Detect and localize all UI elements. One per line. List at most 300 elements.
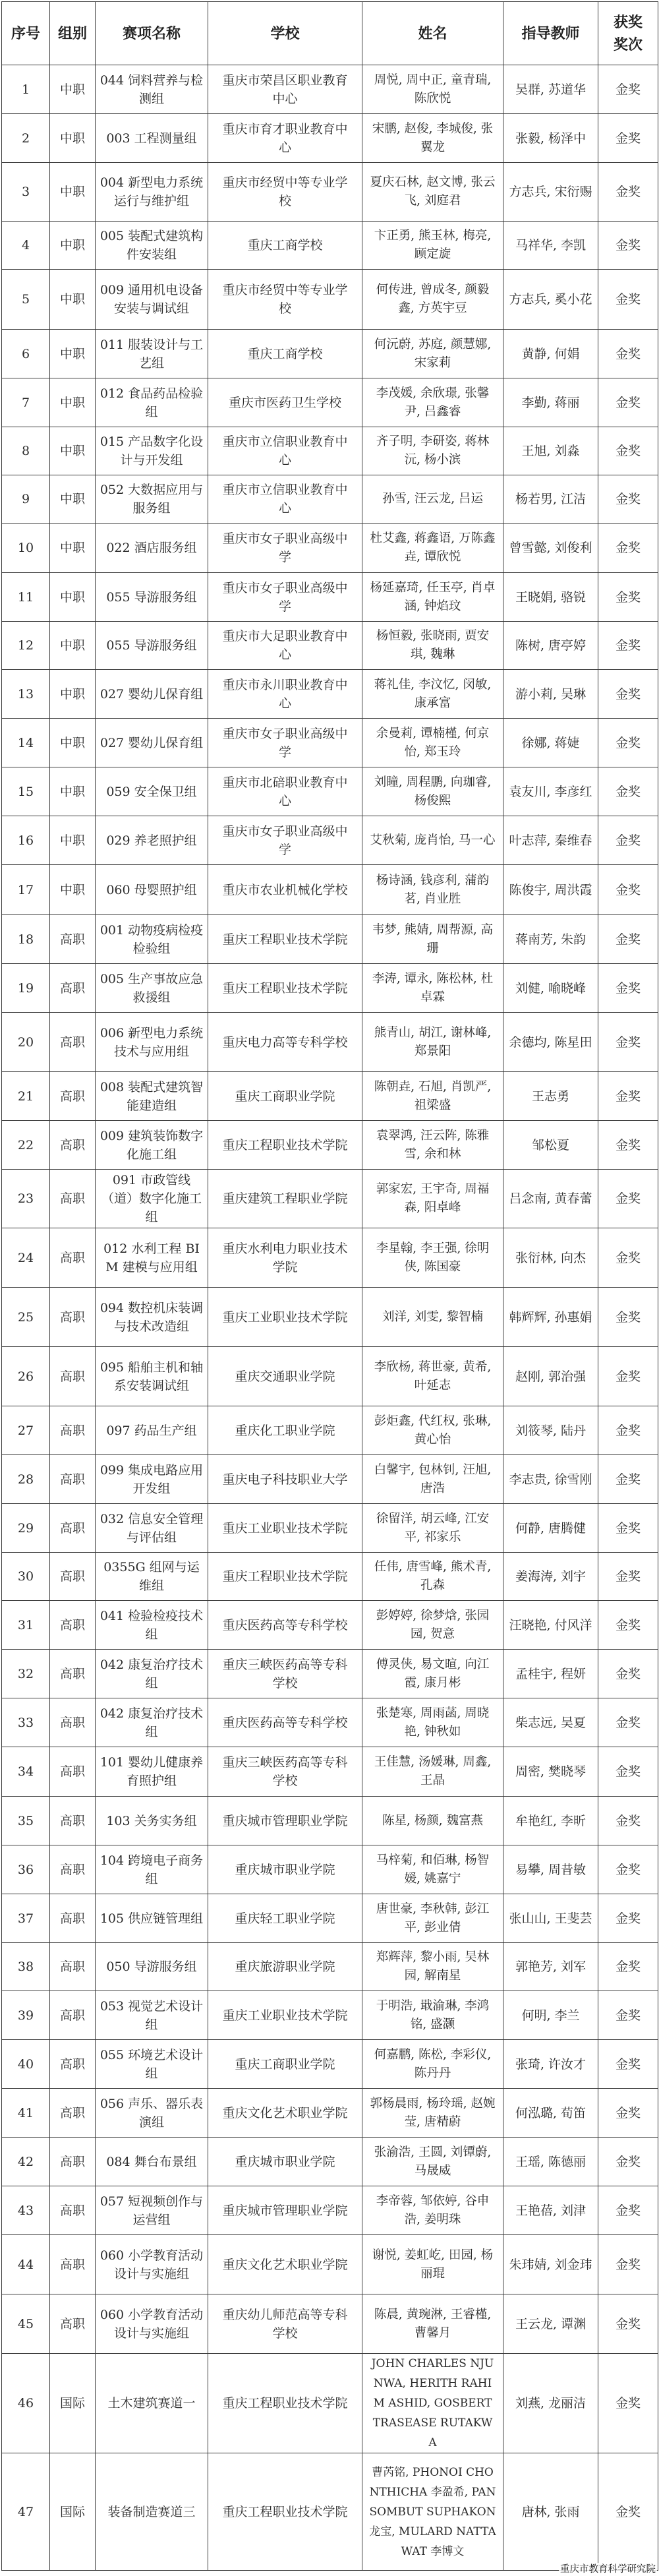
- header-school: 学校: [208, 2, 362, 65]
- cell-event: 060 小学教育活动设计与实施组: [96, 2235, 208, 2294]
- cell-index: 7: [2, 378, 50, 427]
- cell-award: 金奖: [598, 622, 658, 670]
- cell-event: 060 小学教育活动设计与实施组: [96, 2294, 208, 2354]
- cell-school: 重庆建筑工程职业学院: [208, 1170, 362, 1228]
- cell-award: 金奖: [598, 2235, 658, 2294]
- cell-event: 105 供应链管理组: [96, 1894, 208, 1943]
- cell-event: 050 导游服务组: [96, 1943, 208, 1991]
- cell-index: 36: [2, 1845, 50, 1894]
- cell-event: 056 声乐、器乐表演组: [96, 2089, 208, 2138]
- cell-group: 中职: [50, 65, 96, 114]
- cell-index: 5: [2, 270, 50, 330]
- table-row: [2, 163, 658, 222]
- cell-index: 14: [2, 719, 50, 767]
- cell-event: 095 船舶主机和轴系安装调试组: [96, 1347, 208, 1406]
- cell-names: 张楚寒, 周雨菡, 周晓艳, 钟秋如: [362, 1698, 503, 1747]
- cell-index: 23: [2, 1170, 50, 1228]
- cell-group: 高职: [50, 1072, 96, 1121]
- cell-event: 0355G 组网与运维组: [96, 1553, 208, 1601]
- cell-teachers: 邹松夏: [503, 1121, 598, 1170]
- cell-group: 高职: [50, 1601, 96, 1650]
- cell-index: 2: [2, 114, 50, 163]
- cell-school: 重庆旅游职业学院: [208, 1943, 362, 1991]
- award-table: [1, 1, 658, 2571]
- table-row: [2, 2294, 658, 2354]
- table-row: [2, 1797, 658, 1845]
- cell-group: 中职: [50, 330, 96, 378]
- table-row: [2, 2186, 658, 2235]
- cell-school: 重庆市女子职业高级中学: [208, 573, 362, 622]
- cell-teachers: 曾雪懿, 刘俊利: [503, 524, 598, 573]
- table-row: [2, 2453, 658, 2571]
- cell-event: 012 水利工程 BIM 建模与应用组: [96, 1228, 208, 1288]
- cell-award: 金奖: [598, 767, 658, 816]
- cell-names: 郑辉萍, 黎小雨, 吴林园, 解南星: [362, 1943, 503, 1991]
- cell-group: 中职: [50, 622, 96, 670]
- cell-group: 高职: [50, 1845, 96, 1894]
- cell-names: 蒋礼佳, 李汶忆, 闵敏, 康承富: [362, 670, 503, 719]
- table-row: [2, 915, 658, 964]
- cell-group: 高职: [50, 1650, 96, 1698]
- cell-award: 金奖: [598, 1170, 658, 1228]
- cell-teachers: 李志贵, 徐雪刚: [503, 1455, 598, 1504]
- cell-teachers: 吕念南, 黄春蕾: [503, 1170, 598, 1228]
- cell-award: 金奖: [598, 270, 658, 330]
- cell-index: 18: [2, 915, 50, 964]
- cell-event: 060 母婴照护组: [96, 865, 208, 915]
- cell-group: 高职: [50, 1406, 96, 1455]
- cell-award: 金奖: [598, 524, 658, 573]
- cell-award: 金奖: [598, 2294, 658, 2354]
- cell-school: 重庆工程职业技术学院: [208, 915, 362, 964]
- table-row: [2, 1747, 658, 1797]
- header-teachers: 指导教师: [503, 2, 598, 65]
- header-event: 赛项名称: [96, 2, 208, 65]
- cell-index: 34: [2, 1747, 50, 1797]
- cell-group: 高职: [50, 1013, 96, 1072]
- cell-names: 何传进, 曾成冬, 颜毅鑫, 方英宇豆: [362, 270, 503, 330]
- cell-school: 重庆工商职业学院: [208, 2040, 362, 2089]
- cell-event: 041 检验检疫技术组: [96, 1601, 208, 1650]
- cell-event: 052 大数据应用与服务组: [96, 475, 208, 524]
- cell-school: 重庆工商职业学院: [208, 1072, 362, 1121]
- cell-teachers: 周密, 樊晓琴: [503, 1747, 598, 1797]
- table-row: [2, 1943, 658, 1991]
- table-row: [2, 719, 658, 767]
- cell-award: 金奖: [598, 222, 658, 270]
- cell-index: 25: [2, 1288, 50, 1347]
- cell-school: 重庆轻工职业学院: [208, 1894, 362, 1943]
- cell-group: 高职: [50, 1347, 96, 1406]
- cell-index: 40: [2, 2040, 50, 2089]
- cell-award: 金奖: [598, 816, 658, 865]
- table-row: [2, 1601, 658, 1650]
- cell-teachers: 余德均, 陈星田: [503, 1013, 598, 1072]
- cell-group: 中职: [50, 222, 96, 270]
- table-row: [2, 2138, 658, 2186]
- cell-names: 白馨宇, 包林钊, 汪旭, 唐浩: [362, 1455, 503, 1504]
- cell-event: 011 服装设计与工艺组: [96, 330, 208, 378]
- table-row: [2, 330, 658, 378]
- table-row: [2, 767, 658, 816]
- cell-school: 重庆城市管理职业学院: [208, 1797, 362, 1845]
- table-row: [2, 1013, 658, 1072]
- cell-award: 金奖: [598, 865, 658, 915]
- cell-names: 余曼莉, 谭楠槿, 何京怡, 郑玉玲: [362, 719, 503, 767]
- cell-teachers: 张山山, 王斐芸: [503, 1894, 598, 1943]
- cell-award: 金奖: [598, 2354, 658, 2453]
- cell-names: 陈星, 杨颜, 魏富燕: [362, 1797, 503, 1845]
- cell-names: 杨诗涵, 钱彦利, 蒲韵茗, 肖业胜: [362, 865, 503, 915]
- cell-award: 金奖: [598, 1072, 658, 1121]
- cell-event: 057 短视频创作与运营组: [96, 2186, 208, 2235]
- table-row: [2, 1845, 658, 1894]
- cell-group: 高职: [50, 2040, 96, 2089]
- cell-group: 中职: [50, 114, 96, 163]
- cell-group: 中职: [50, 378, 96, 427]
- cell-school: 重庆工业职业技术学院: [208, 1288, 362, 1347]
- cell-teachers: 王晓娟, 骆锐: [503, 573, 598, 622]
- cell-names: 杨恒毅, 张晓雨, 贾安琪, 魏琳: [362, 622, 503, 670]
- cell-index: 19: [2, 964, 50, 1013]
- cell-award: 金奖: [598, 1991, 658, 2040]
- cell-school: 重庆市经贸中等专业学校: [208, 270, 362, 330]
- cell-teachers: 孟桂宇, 程妍: [503, 1650, 598, 1698]
- cell-event: 053 视觉艺术设计组: [96, 1991, 208, 2040]
- cell-index: 9: [2, 475, 50, 524]
- cell-event: 055 导游服务组: [96, 622, 208, 670]
- header-index: 序号: [2, 2, 50, 65]
- table-row: [2, 622, 658, 670]
- cell-group: 中职: [50, 670, 96, 719]
- cell-names: JOHN CHARLES NJUNWA, HERITH RAHIM ASHID, GOSBERT TRASEASE RUTAKWA: [362, 2354, 503, 2453]
- cell-names: 韦梦, 熊婧, 周帮源, 高珊: [362, 915, 503, 964]
- cell-award: 金奖: [598, 1406, 658, 1455]
- cell-names: 徐留洋, 胡云峰, 江安平, 祁家乐: [362, 1504, 503, 1553]
- cell-names: 艾秋菊, 庞肖怡, 马一心: [362, 816, 503, 865]
- cell-event: 005 装配式建筑构件安装组: [96, 222, 208, 270]
- cell-group: 中职: [50, 816, 96, 865]
- cell-award: 金奖: [598, 670, 658, 719]
- cell-index: 1: [2, 65, 50, 114]
- cell-school: 重庆市女子职业高级中学: [208, 524, 362, 573]
- cell-award: 金奖: [598, 1845, 658, 1894]
- cell-teachers: 李勤, 蒋丽: [503, 378, 598, 427]
- cell-school: 重庆市永川职业教育中心: [208, 670, 362, 719]
- cell-teachers: 王云龙, 谭渊: [503, 2294, 598, 2354]
- cell-award: 金奖: [598, 1121, 658, 1170]
- cell-names: 杨延嘉琦, 任玉亭, 肖卓涵, 钟焰玟: [362, 573, 503, 622]
- cell-teachers: 柴志远, 吴夏: [503, 1698, 598, 1747]
- table-row: [2, 2354, 658, 2453]
- cell-teachers: 陈树, 唐亭婷: [503, 622, 598, 670]
- cell-school: 重庆文化艺术职业学院: [208, 2089, 362, 2138]
- cell-school: 重庆文化艺术职业学院: [208, 2235, 362, 2294]
- cell-school: 重庆市荣昌区职业教育中心: [208, 65, 362, 114]
- cell-teachers: 王旭, 刘淼: [503, 427, 598, 475]
- cell-event: 015 产品数字化设计与开发组: [96, 427, 208, 475]
- cell-event: 042 康复治疗技术组: [96, 1698, 208, 1747]
- cell-event: 009 建筑装饰数字化施工组: [96, 1121, 208, 1170]
- cell-group: 中职: [50, 524, 96, 573]
- cell-group: 高职: [50, 1455, 96, 1504]
- cell-award: 金奖: [598, 2186, 658, 2235]
- cell-group: 高职: [50, 964, 96, 1013]
- cell-event: 001 动物疫病检疫检验组: [96, 915, 208, 964]
- cell-event: 012 食品药品检验组: [96, 378, 208, 427]
- cell-school: 重庆市女子职业高级中学: [208, 719, 362, 767]
- cell-names: 刘洋, 刘雯, 黎智楠: [362, 1288, 503, 1347]
- cell-award: 金奖: [598, 1228, 658, 1288]
- cell-names: 王佳慧, 汤媛琳, 周鑫, 王晶: [362, 1747, 503, 1797]
- cell-event: 装备制造赛道三: [96, 2453, 208, 2571]
- table-row: [2, 1650, 658, 1698]
- cell-names: 于明浩, 戢渝琳, 李鸿铭, 盛灏: [362, 1991, 503, 2040]
- watermark: 重庆市教育科学研究院: [560, 2564, 656, 2575]
- cell-group: 高职: [50, 1698, 96, 1747]
- table-body: [2, 65, 658, 2571]
- cell-school: 重庆医药高等专科学校: [208, 1601, 362, 1650]
- cell-index: 4: [2, 222, 50, 270]
- cell-teachers: 叶志萍, 秦维春: [503, 816, 598, 865]
- cell-award: 金奖: [598, 1013, 658, 1072]
- table-row: [2, 1553, 658, 1601]
- cell-names: 谢悦, 姜虹屹, 田园, 杨丽琨: [362, 2235, 503, 2294]
- cell-names: 熊青山, 胡江, 谢林峰, 郑景阳: [362, 1013, 503, 1072]
- cell-school: 重庆工程职业技术学院: [208, 1553, 362, 1601]
- cell-index: 30: [2, 1553, 50, 1601]
- cell-index: 43: [2, 2186, 50, 2235]
- cell-names: 卞正勇, 熊玉林, 梅亮, 顾定旋: [362, 222, 503, 270]
- cell-award: 金奖: [598, 1601, 658, 1650]
- cell-group: 中职: [50, 427, 96, 475]
- cell-event: 004 新型电力系统运行与维护组: [96, 163, 208, 222]
- cell-index: 32: [2, 1650, 50, 1698]
- cell-event: 101 婴幼儿健康养育照护组: [96, 1747, 208, 1797]
- cell-award: 金奖: [598, 2138, 658, 2186]
- cell-names: 李星翰, 李王强, 徐明侠, 陈国豪: [362, 1228, 503, 1288]
- cell-award: 金奖: [598, 2089, 658, 2138]
- cell-index: 10: [2, 524, 50, 573]
- cell-index: 44: [2, 2235, 50, 2294]
- cell-group: 高职: [50, 1121, 96, 1170]
- cell-index: 8: [2, 427, 50, 475]
- cell-index: 24: [2, 1228, 50, 1288]
- cell-school: 重庆电子科技职业大学: [208, 1455, 362, 1504]
- cell-award: 金奖: [598, 1698, 658, 1747]
- table-row: [2, 427, 658, 475]
- table-row: [2, 2235, 658, 2294]
- cell-teachers: 刘筱琴, 陆丹: [503, 1406, 598, 1455]
- cell-school: 重庆水利电力职业技术学院: [208, 1228, 362, 1288]
- cell-teachers: 何泓璐, 荀笛: [503, 2089, 598, 2138]
- cell-index: 15: [2, 767, 50, 816]
- cell-index: 47: [2, 2453, 50, 2571]
- table-row: [2, 865, 658, 915]
- cell-index: 31: [2, 1601, 50, 1650]
- cell-names: 马梓菊, 和佰琳, 杨智媛, 姚嘉宁: [362, 1845, 503, 1894]
- cell-event: 091 市政管线（道）数字化施工组: [96, 1170, 208, 1228]
- cell-award: 金奖: [598, 1650, 658, 1698]
- cell-index: 35: [2, 1797, 50, 1845]
- cell-index: 29: [2, 1504, 50, 1553]
- cell-event: 032 信息安全管理与评估组: [96, 1504, 208, 1553]
- cell-award: 金奖: [598, 427, 658, 475]
- table-row: [2, 222, 658, 270]
- cell-names: 何沅蔚, 苏庭, 颜慧娜, 宋家莉: [362, 330, 503, 378]
- cell-index: 13: [2, 670, 50, 719]
- cell-names: 齐子明, 李研姿, 蒋林沅, 杨小滨: [362, 427, 503, 475]
- cell-award: 金奖: [598, 1943, 658, 1991]
- cell-names: 李欣杨, 蒋世豪, 黄希, 叶延志: [362, 1347, 503, 1406]
- cell-names: 袁翠鸿, 汪云阵, 陈雅雪, 余和林: [362, 1121, 503, 1170]
- cell-names: 唐世豪, 李秋韩, 彭江平, 彭业倩: [362, 1894, 503, 1943]
- cell-event: 097 药品生产组: [96, 1406, 208, 1455]
- table-row: [2, 1455, 658, 1504]
- cell-names: 刘瞳, 周程鹏, 向珈睿, 杨俊熙: [362, 767, 503, 816]
- cell-index: 37: [2, 1894, 50, 1943]
- cell-names: 周悦, 周中正, 童青瑞, 陈欣悦: [362, 65, 503, 114]
- header-group: 组别: [50, 2, 96, 65]
- cell-event: 土木建筑赛道一: [96, 2354, 208, 2453]
- cell-teachers: 王志勇: [503, 1072, 598, 1121]
- cell-school: 重庆市农业机械化学校: [208, 865, 362, 915]
- cell-names: 李涛, 谭永, 陈松林, 杜卓霖: [362, 964, 503, 1013]
- cell-event: 044 饲料营养与检测组: [96, 65, 208, 114]
- table-row: [2, 670, 658, 719]
- cell-group: 高职: [50, 1894, 96, 1943]
- table-row: [2, 1347, 658, 1406]
- cell-award: 金奖: [598, 964, 658, 1013]
- cell-teachers: 刘燕, 龙丽洁: [503, 2354, 598, 2453]
- table-row: [2, 270, 658, 330]
- cell-school: 重庆幼儿师范高等专科学校: [208, 2294, 362, 2354]
- cell-index: 21: [2, 1072, 50, 1121]
- cell-event: 005 生产事故应急救援组: [96, 964, 208, 1013]
- cell-award: 金奖: [598, 163, 658, 222]
- cell-teachers: 汪晓艳, 付风洋: [503, 1601, 598, 1650]
- cell-teachers: 韩辉辉, 孙惠娟: [503, 1288, 598, 1347]
- cell-school: 重庆工业职业技术学院: [208, 1504, 362, 1553]
- cell-teachers: 张毅, 杨泽中: [503, 114, 598, 163]
- table-row: [2, 1698, 658, 1747]
- cell-award: 金奖: [598, 475, 658, 524]
- cell-index: 12: [2, 622, 50, 670]
- cell-group: 高职: [50, 2186, 96, 2235]
- cell-names: 夏庆石林, 赵文博, 张云飞, 刘庭君: [362, 163, 503, 222]
- cell-award: 金奖: [598, 114, 658, 163]
- cell-group: 国际: [50, 2354, 96, 2453]
- table-row: [2, 1288, 658, 1347]
- cell-school: 重庆市立信职业教育中心: [208, 427, 362, 475]
- cell-group: 高职: [50, 1797, 96, 1845]
- cell-school: 重庆工程职业技术学院: [208, 1121, 362, 1170]
- cell-school: 重庆三峡医药高等专科学校: [208, 1747, 362, 1797]
- cell-school: 重庆市医药卫生学校: [208, 378, 362, 427]
- cell-teachers: 游小莉, 吴琳: [503, 670, 598, 719]
- cell-names: 任伟, 唐雪峰, 熊术青, 孔森: [362, 1553, 503, 1601]
- cell-group: 中职: [50, 270, 96, 330]
- cell-award: 金奖: [598, 2453, 658, 2571]
- cell-event: 003 工程测量组: [96, 114, 208, 163]
- cell-school: 重庆市育才职业教育中心: [208, 114, 362, 163]
- table-row: [2, 378, 658, 427]
- cell-group: 高职: [50, 1991, 96, 2040]
- cell-index: 38: [2, 1943, 50, 1991]
- cell-group: 高职: [50, 1170, 96, 1228]
- cell-names: 张渝浩, 王圆, 刘镡蔚, 马晟威: [362, 2138, 503, 2186]
- cell-event: 027 婴幼儿保育组: [96, 719, 208, 767]
- cell-event: 055 导游服务组: [96, 573, 208, 622]
- cell-school: 重庆市立信职业教育中心: [208, 475, 362, 524]
- header-award: 获奖奖次: [598, 2, 658, 65]
- cell-index: 16: [2, 816, 50, 865]
- cell-teachers: 姜海涛, 刘宇: [503, 1553, 598, 1601]
- cell-teachers: 赵刚, 郭治强: [503, 1347, 598, 1406]
- cell-award: 金奖: [598, 1797, 658, 1845]
- cell-event: 006 新型电力系统技术与应用组: [96, 1013, 208, 1072]
- cell-index: 22: [2, 1121, 50, 1170]
- cell-teachers: 郭艳芳, 刘军: [503, 1943, 598, 1991]
- table-row: [2, 573, 658, 622]
- cell-event: 009 通用机电设备安装与调试组: [96, 270, 208, 330]
- cell-school: 重庆工程职业技术学院: [208, 2453, 362, 2571]
- cell-school: 重庆城市职业学院: [208, 2138, 362, 2186]
- cell-index: 20: [2, 1013, 50, 1072]
- cell-event: 008 装配式建筑智能建造组: [96, 1072, 208, 1121]
- table-row: [2, 2040, 658, 2089]
- cell-teachers: 何静, 唐腾健: [503, 1504, 598, 1553]
- cell-teachers: 唐林, 张雨: [503, 2453, 598, 2571]
- table-row: [2, 1228, 658, 1288]
- header-row: [2, 2, 658, 65]
- cell-group: 中职: [50, 475, 96, 524]
- cell-teachers: 袁友川, 李彦红: [503, 767, 598, 816]
- cell-names: 曹芮铭, PHONOI CHONTHICHA 李盈希, PANSOMBUT SUPHAKON 龙宝, MULARD NATTAWAT 李博文: [362, 2453, 503, 2571]
- cell-group: 中职: [50, 767, 96, 816]
- cell-teachers: 王艳蓓, 刘津: [503, 2186, 598, 2235]
- cell-award: 金奖: [598, 65, 658, 114]
- cell-school: 重庆市经贸中等专业学校: [208, 163, 362, 222]
- cell-award: 金奖: [598, 915, 658, 964]
- cell-group: 高职: [50, 2138, 96, 2186]
- cell-names: 彭婷婷, 徐梦焓, 张园园, 贺意: [362, 1601, 503, 1650]
- cell-teachers: 易攀, 周昔敏: [503, 1845, 598, 1894]
- cell-names: 李茂媛, 余欣璟, 张馨尹, 吕鑫睿: [362, 378, 503, 427]
- cell-group: 高职: [50, 1504, 96, 1553]
- cell-teachers: 何明, 李兰: [503, 1991, 598, 2040]
- cell-award: 金奖: [598, 2040, 658, 2089]
- table-row: [2, 1406, 658, 1455]
- cell-index: 33: [2, 1698, 50, 1747]
- cell-names: 宋鹏, 赵俊, 李城俊, 张翼龙: [362, 114, 503, 163]
- cell-school: 重庆城市职业学院: [208, 1845, 362, 1894]
- cell-school: 重庆工程职业技术学院: [208, 964, 362, 1013]
- cell-event: 084 舞台布景组: [96, 2138, 208, 2186]
- cell-event: 022 酒店服务组: [96, 524, 208, 573]
- cell-school: 重庆市女子职业高级中学: [208, 816, 362, 865]
- cell-group: 中职: [50, 865, 96, 915]
- cell-names: 李帝蓉, 邹依婷, 谷申浩, 姜明珠: [362, 2186, 503, 2235]
- table-row: [2, 1170, 658, 1228]
- cell-school: 重庆工程职业技术学院: [208, 2354, 362, 2453]
- cell-index: 28: [2, 1455, 50, 1504]
- cell-group: 高职: [50, 2089, 96, 2138]
- cell-group: 高职: [50, 1228, 96, 1288]
- cell-index: 17: [2, 865, 50, 915]
- cell-teachers: 徐娜, 蒋婕: [503, 719, 598, 767]
- table-row: [2, 114, 658, 163]
